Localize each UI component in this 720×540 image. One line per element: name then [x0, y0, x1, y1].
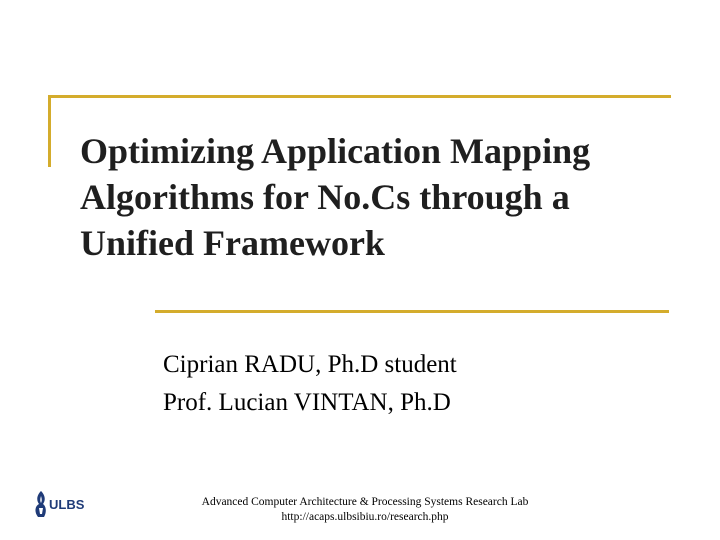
footer-url[interactable]: http://acaps.ulbsibiu.ro/research.php — [281, 511, 449, 523]
author-2: Prof. Lucian VINTAN, Ph.D — [163, 389, 451, 416]
title-line-3: Unified Framework — [80, 223, 385, 263]
ulbs-crest-icon — [32, 490, 50, 520]
author-list — [163, 346, 457, 422]
title-line-2: Algorithms for No.Cs through a — [80, 177, 570, 217]
slide-title — [80, 128, 680, 266]
decorative-rule-bottom — [155, 310, 669, 313]
author-1: Ciprian RADU, Ph.D student — [163, 351, 457, 378]
slide-footer — [170, 495, 560, 525]
logo-wordmark: ULBS — [49, 497, 85, 512]
title-line-1: Optimizing Application Mapping — [80, 131, 591, 171]
decorative-rule-left — [48, 95, 51, 167]
decorative-rule-top — [48, 95, 671, 98]
footer-lab-name: Advanced Computer Architecture & Processing Systems Research Lab — [201, 496, 529, 508]
